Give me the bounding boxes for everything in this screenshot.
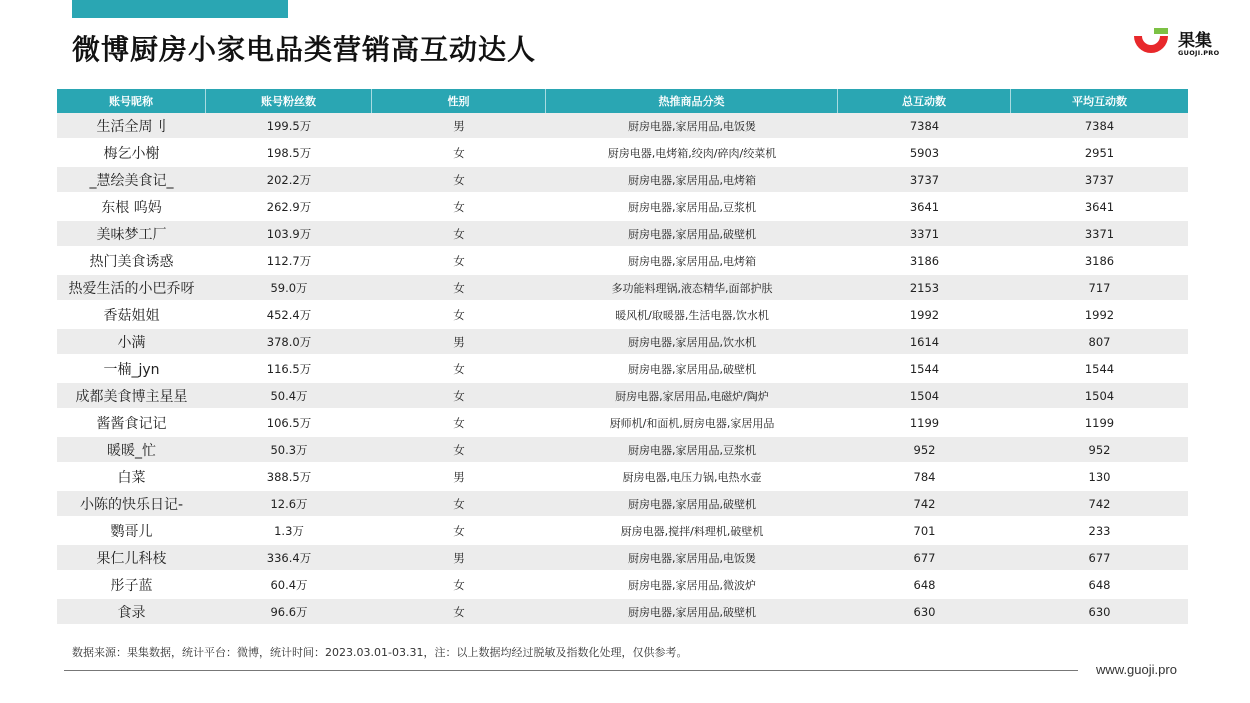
cell-fans-count: 96.6万 <box>206 599 372 626</box>
cell-total-interactions: 648 <box>838 572 1011 599</box>
cell-fans-count: 378.0万 <box>206 329 372 356</box>
table-row <box>57 383 1188 410</box>
cell-account-name: 暖暖_忙 <box>57 437 206 464</box>
cell-total-interactions: 677 <box>838 545 1011 572</box>
cell-category: 厨房电器,家居用品,破壁机 <box>546 599 838 626</box>
logo-subtext: GUOJI.PRO <box>1178 49 1220 57</box>
guoji-logo-icon <box>1132 26 1172 60</box>
cell-fans-count: 106.5万 <box>206 410 372 437</box>
page-title: 微博厨房小家电品类营销高互动达人 <box>72 33 537 66</box>
table-row <box>57 194 1188 221</box>
cell-category: 厨房电器,电烤箱,绞肉/碎肉/绞菜机 <box>546 140 838 167</box>
cell-gender: 女 <box>372 437 546 464</box>
table-row <box>57 599 1188 626</box>
cell-avg-interactions: 1199 <box>1011 410 1188 437</box>
cell-account-name: 食录 <box>57 599 206 626</box>
cell-account-name: 酱酱食记记 <box>57 410 206 437</box>
cell-category: 厨房电器,家居用品,电烤箱 <box>546 248 838 275</box>
cell-avg-interactions: 1504 <box>1011 383 1188 410</box>
cell-account-name: 生活全周刂 <box>57 113 206 140</box>
table-row <box>57 437 1188 464</box>
table-row <box>57 464 1188 491</box>
cell-gender: 女 <box>372 248 546 275</box>
cell-fans-count: 262.9万 <box>206 194 372 221</box>
cell-total-interactions: 3737 <box>838 167 1011 194</box>
cell-avg-interactions: 130 <box>1011 464 1188 491</box>
cell-category: 厨房电器,家居用品,豆浆机 <box>546 194 838 221</box>
table-row <box>57 329 1188 356</box>
cell-fans-count: 12.6万 <box>206 491 372 518</box>
table-row <box>57 302 1188 329</box>
table-row <box>57 167 1188 194</box>
cell-gender: 女 <box>372 383 546 410</box>
cell-avg-interactions: 2951 <box>1011 140 1188 167</box>
cell-gender: 女 <box>372 356 546 383</box>
cell-category: 厨房电器,家居用品,电磁炉/陶炉 <box>546 383 838 410</box>
cell-fans-count: 202.2万 <box>206 167 372 194</box>
cell-category: 厨房电器,家居用品,豆浆机 <box>546 437 838 464</box>
cell-category: 厨房电器,电压力锅,电热水壶 <box>546 464 838 491</box>
cell-total-interactions: 1614 <box>838 329 1011 356</box>
cell-category: 厨师机/和面机,厨房电器,家居用品 <box>546 410 838 437</box>
table-row <box>57 410 1188 437</box>
table-row <box>57 140 1188 167</box>
cell-gender: 男 <box>372 113 546 140</box>
cell-gender: 男 <box>372 545 546 572</box>
cell-gender: 女 <box>372 410 546 437</box>
column-header-name: 账号昵称 <box>57 89 206 113</box>
table-row <box>57 248 1188 275</box>
cell-account-name: 热门美食诱惑 <box>57 248 206 275</box>
cell-avg-interactions: 7384 <box>1011 113 1188 140</box>
cell-avg-interactions: 3371 <box>1011 221 1188 248</box>
cell-category: 厨房电器,家居用品,微波炉 <box>546 572 838 599</box>
cell-category: 厨房电器,家居用品,电饭煲 <box>546 113 838 140</box>
cell-category: 暖风机/取暖器,生活电器,饮水机 <box>546 302 838 329</box>
cell-total-interactions: 630 <box>838 599 1011 626</box>
cell-account-name: 小满 <box>57 329 206 356</box>
table-row <box>57 221 1188 248</box>
cell-account-name: 白菜 <box>57 464 206 491</box>
cell-category: 厨房电器,家居用品,饮水机 <box>546 329 838 356</box>
cell-category: 厨房电器,家居用品,破壁机 <box>546 491 838 518</box>
column-header-category: 热推商品分类 <box>546 89 838 113</box>
top-accent-bar <box>72 0 288 18</box>
cell-account-name: 一楠_jyn <box>57 356 206 383</box>
cell-gender: 男 <box>372 329 546 356</box>
cell-fans-count: 1.3万 <box>206 518 372 545</box>
table-row <box>57 275 1188 302</box>
cell-total-interactions: 952 <box>838 437 1011 464</box>
cell-avg-interactions: 1992 <box>1011 302 1188 329</box>
cell-category: 多功能料理锅,液态精华,面部护肤 <box>546 275 838 302</box>
cell-total-interactions: 701 <box>838 518 1011 545</box>
cell-account-name: 成都美食博主星星 <box>57 383 206 410</box>
cell-fans-count: 50.3万 <box>206 437 372 464</box>
column-header-fans: 账号粉丝数 <box>206 89 372 113</box>
cell-gender: 女 <box>372 275 546 302</box>
table-row <box>57 356 1188 383</box>
cell-avg-interactions: 1544 <box>1011 356 1188 383</box>
column-header-avg-interactions: 平均互动数 <box>1011 89 1188 113</box>
cell-category: 厨房电器,家居用品,电烤箱 <box>546 167 838 194</box>
cell-fans-count: 198.5万 <box>206 140 372 167</box>
cell-total-interactions: 1504 <box>838 383 1011 410</box>
cell-gender: 女 <box>372 491 546 518</box>
cell-fans-count: 112.7万 <box>206 248 372 275</box>
cell-fans-count: 452.4万 <box>206 302 372 329</box>
cell-avg-interactions: 630 <box>1011 599 1188 626</box>
table-row <box>57 572 1188 599</box>
website-url: www.guoji.pro <box>1096 662 1177 677</box>
cell-account-name: 小陈的快乐日记- <box>57 491 206 518</box>
cell-total-interactions: 784 <box>838 464 1011 491</box>
cell-account-name: 东根 呜妈 <box>57 194 206 221</box>
cell-account-name: 热爱生活的小巴乔呀 <box>57 275 206 302</box>
cell-gender: 女 <box>372 221 546 248</box>
cell-account-name: 美味梦工厂 <box>57 221 206 248</box>
cell-gender: 女 <box>372 599 546 626</box>
cell-total-interactions: 1992 <box>838 302 1011 329</box>
cell-fans-count: 60.4万 <box>206 572 372 599</box>
cell-total-interactions: 7384 <box>838 113 1011 140</box>
logo-text: 果集 <box>1178 31 1212 51</box>
cell-total-interactions: 5903 <box>838 140 1011 167</box>
cell-avg-interactions: 3641 <box>1011 194 1188 221</box>
cell-fans-count: 59.0万 <box>206 275 372 302</box>
cell-account-name: _慧绘美食记_ <box>57 167 206 194</box>
cell-fans-count: 50.4万 <box>206 383 372 410</box>
footer-divider <box>64 670 1078 671</box>
cell-account-name: 果仁儿科枝 <box>57 545 206 572</box>
cell-gender: 女 <box>372 140 546 167</box>
cell-fans-count: 336.4万 <box>206 545 372 572</box>
cell-category: 厨房电器,家居用品,电饭煲 <box>546 545 838 572</box>
cell-gender: 女 <box>372 572 546 599</box>
cell-category: 厨房电器,搅拌/料理机,破壁机 <box>546 518 838 545</box>
cell-avg-interactions: 717 <box>1011 275 1188 302</box>
cell-total-interactions: 3186 <box>838 248 1011 275</box>
cell-avg-interactions: 648 <box>1011 572 1188 599</box>
column-header-total-interactions: 总互动数 <box>838 89 1011 113</box>
cell-avg-interactions: 742 <box>1011 491 1188 518</box>
data-source-note: 数据来源：果集数据，统计平台：微博，统计时间：2023.03.01-03.31，注：以上数据均经过脱敏及指数化处理，仅供参考。 <box>72 646 688 659</box>
cell-account-name: 香菇姐姐 <box>57 302 206 329</box>
cell-total-interactions: 1544 <box>838 356 1011 383</box>
cell-account-name: 梅乞小榭 <box>57 140 206 167</box>
cell-gender: 女 <box>372 194 546 221</box>
cell-gender: 男 <box>372 464 546 491</box>
cell-total-interactions: 3641 <box>838 194 1011 221</box>
cell-avg-interactions: 233 <box>1011 518 1188 545</box>
cell-gender: 女 <box>372 518 546 545</box>
cell-account-name: 鹦哥儿 <box>57 518 206 545</box>
cell-category: 厨房电器,家居用品,破壁机 <box>546 221 838 248</box>
table-row <box>57 491 1188 518</box>
table-row <box>57 113 1188 140</box>
influencer-table <box>57 89 1188 626</box>
cell-total-interactions: 2153 <box>838 275 1011 302</box>
cell-gender: 女 <box>372 167 546 194</box>
table-header-row <box>57 89 1188 113</box>
cell-avg-interactions: 807 <box>1011 329 1188 356</box>
cell-avg-interactions: 3737 <box>1011 167 1188 194</box>
cell-total-interactions: 1199 <box>838 410 1011 437</box>
cell-fans-count: 116.5万 <box>206 356 372 383</box>
column-header-gender: 性别 <box>372 89 546 113</box>
cell-gender: 女 <box>372 302 546 329</box>
cell-avg-interactions: 3186 <box>1011 248 1188 275</box>
cell-category: 厨房电器,家居用品,破壁机 <box>546 356 838 383</box>
guoji-logo <box>1132 26 1222 62</box>
cell-avg-interactions: 952 <box>1011 437 1188 464</box>
cell-total-interactions: 3371 <box>838 221 1011 248</box>
cell-total-interactions: 742 <box>838 491 1011 518</box>
cell-account-name: 彤子蓝 <box>57 572 206 599</box>
cell-fans-count: 199.5万 <box>206 113 372 140</box>
table-row <box>57 545 1188 572</box>
cell-fans-count: 103.9万 <box>206 221 372 248</box>
cell-fans-count: 388.5万 <box>206 464 372 491</box>
table-row <box>57 518 1188 545</box>
cell-avg-interactions: 677 <box>1011 545 1188 572</box>
